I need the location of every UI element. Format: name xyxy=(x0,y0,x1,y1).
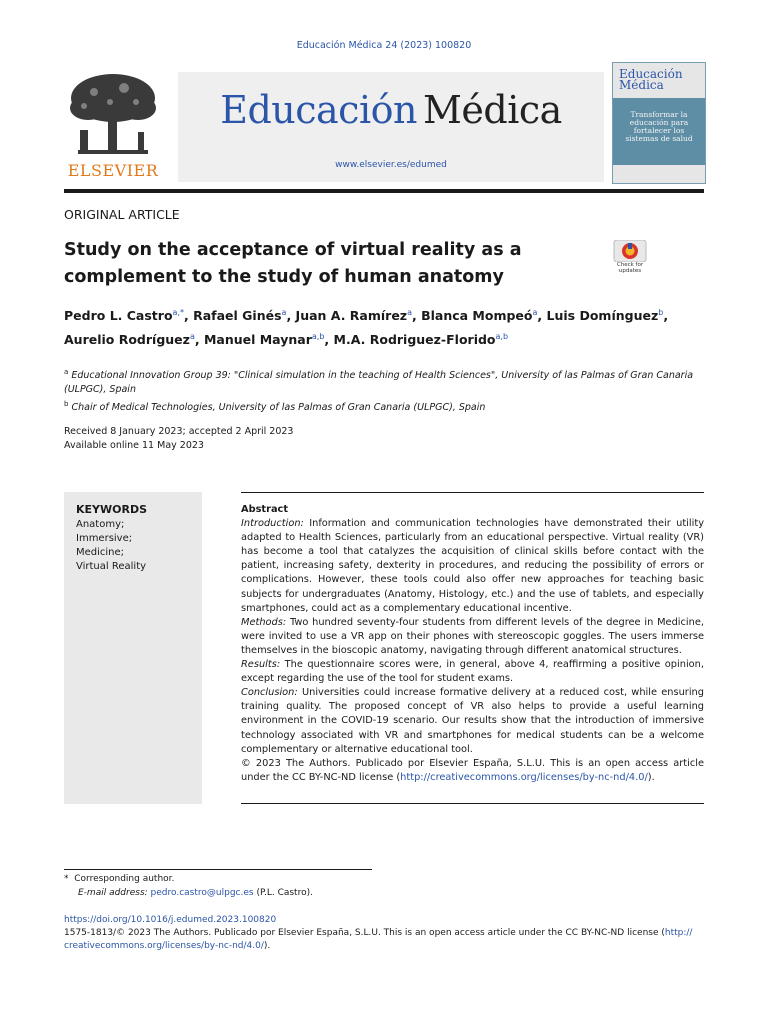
title-band xyxy=(178,72,604,182)
cover-subtitle: Transformar la educación para fortalecer los sistemas de salud xyxy=(625,110,693,143)
author-affiliation-mark[interactable]: a xyxy=(281,308,287,317)
abstract-heading: Abstract xyxy=(241,504,289,515)
author[interactable]: Pedro L. Castro$^{a,*}$ xyxy=(64,308,184,324)
article-title: Study on the acceptance of virtual reality as a complement to the study of human anatomy xyxy=(64,240,522,287)
abstract-top-rule xyxy=(241,492,704,493)
available-online-date: Available online 11 May 2023 xyxy=(64,440,204,451)
author-affiliation-mark[interactable]: b xyxy=(658,308,664,317)
author[interactable]: Rafael Ginés$^a$ xyxy=(193,308,287,324)
check-updates-label: Check for updates xyxy=(616,262,644,274)
journal-cover-thumbnail[interactable] xyxy=(612,62,706,184)
keywords-box xyxy=(64,492,202,804)
footer-license-link-cont[interactable]: creativecommons.org/licenses/by-nc-nd/4.0/ xyxy=(64,941,264,951)
journal-url-link[interactable]: www.elsevier.es/edumed xyxy=(335,160,447,170)
affiliation-b: $^b$ Chair of Medical Technologies, University of las Palmas of Gran Canaria (ULPGC), Spain xyxy=(64,400,486,414)
abstract-copyright: © 2023 The Authors. Publicado por Elsevier España, S.L.U. This is an open access article under the CC BY-NC-ND license (http://creativecommons.org/licenses/by-nc-nd/4.0/). xyxy=(241,757,704,783)
author-list: Pedro L. Castro$^{a,*}$, Rafael Ginés$^a$, Juan A. Ramírez$^a$, Blanca Mompeó$^a$, Luis Domínguez$^b$, Aurelio Rodríguez$^a$, Manuel Maynar$^{a,b}$, M.A. Rodriguez-Florido$^{a,b}$ xyxy=(64,308,669,348)
author[interactable]: Luis Domínguez$^b$ xyxy=(546,308,664,324)
article-type: ORIGINAL ARTICLE xyxy=(64,207,180,222)
author-affiliation-mark[interactable]: a,b xyxy=(495,332,509,342)
author[interactable]: Aurelio Rodríguez$^a$ xyxy=(64,332,195,348)
corresponding-label: Corresponding author. xyxy=(74,874,175,884)
header-divider xyxy=(64,189,704,193)
abstract-results: Results: The questionnaire scores were, in general, above 4, reaffirming a positive opinion, except regarding the use of the tool for student exams. xyxy=(241,659,704,685)
check-for-updates-button[interactable] xyxy=(611,240,649,280)
keyword: Immersive; xyxy=(76,533,133,544)
journal-title-part2: Médica xyxy=(422,88,562,132)
author[interactable]: M.A. Rodriguez-Florido$^{a,b}$ xyxy=(333,332,509,348)
footer-license-link[interactable]: http:// xyxy=(664,928,693,938)
abstract-bottom-rule xyxy=(241,803,704,804)
author-affiliation-mark[interactable]: a xyxy=(189,332,195,342)
footnote-rule xyxy=(64,869,372,870)
doi-link[interactable]: https://doi.org/10.1016/j.edumed.2023.100820 xyxy=(64,915,277,925)
journal-title xyxy=(178,88,604,132)
email-label: E-mail address: xyxy=(78,888,148,898)
check-updates-icon xyxy=(611,240,649,262)
publisher-wordmark: ELSEVIER xyxy=(67,161,159,180)
keyword: Medicine; xyxy=(76,547,125,558)
cover-title: Educación Médica xyxy=(619,67,683,92)
abstract-introduction: Introduction: Information and communication technologies have demonstrated their utility adapted to Health Sciences, particularly from an educational perspective. Virtual reality (VR) has become a tool that catalyzes the acquisition of clinical skills before contact with the patient, increasing safety, dexterity in procedures, and reducing the possibility of errors or complications. However, these tools could also offer new approaches for teaching basic subjects for undergraduates (Anatomy, Histology, etc.) and the use of tablets, and especially smartphones, could act as a complementary educational incentive. xyxy=(241,518,704,614)
author-affiliation-mark[interactable]: a,* xyxy=(172,308,184,317)
affiliation-a: $^a$ Educational Innovation Group 39: "Clinical simulation in the teaching of Health Sciences", University of las Palmas of Gran Canaria (ULPGC), Spain xyxy=(64,368,694,396)
received-accepted-date: Received 8 January 2023; accepted 2 April 2023 xyxy=(64,426,294,437)
license-link[interactable]: http://creativecommons.org/licenses/by-nc-nd/4.0/ xyxy=(400,771,648,783)
author[interactable]: Juan A. Ramírez$^a$ xyxy=(295,308,412,324)
journal-title-part1: Educación xyxy=(220,88,417,132)
author-affiliation-mark[interactable]: a,b xyxy=(311,332,325,342)
article-dates xyxy=(64,425,293,453)
journal-masthead xyxy=(64,62,704,182)
abstract-methods: Methods: Two hundred seventy-four students from different levels of the degree in Medicine, were invited to use a VR app on their phones with stereoscopic goggles. The users immerse themselves in the bioscopic anatomy, navigating through different anatomical structures. xyxy=(241,616,704,656)
author[interactable]: Blanca Mompeó$^a$ xyxy=(421,308,538,324)
keyword: Anatomy; xyxy=(76,519,125,530)
tree-icon xyxy=(64,72,162,158)
email-link[interactable]: pedro.castro@ulpgc.es xyxy=(150,888,254,898)
elsevier-tree-logo xyxy=(64,72,162,180)
keyword: Virtual Reality xyxy=(76,561,147,572)
keywords-list xyxy=(76,518,146,574)
journal-reference-link[interactable]: Educación Médica 24 (2023) 100820 xyxy=(296,40,472,51)
abstract-conclusion: Conclusion: Universities could increase formative delivery at a reduced cost, while ensuring training quality. The proposed concept of VR also helps to provide a useful learning environment in the COVID-19 scenario. Our results show that the introduction of immersive technology associated with VR and smartphones for medical students can be a welcome complementary or alternative educational tool. xyxy=(241,687,704,755)
abstract xyxy=(241,503,704,785)
corresponding-author-footnote: * Corresponding author. E-mail address: pedro.castro@ulpgc.es (P.L. Castro). xyxy=(64,874,313,898)
author[interactable]: Manuel Maynar$^{a,b}$ xyxy=(203,332,325,348)
author-affiliation-mark[interactable]: a xyxy=(407,308,412,317)
cover-footer xyxy=(613,165,705,183)
article-footer xyxy=(64,914,704,953)
issn-license-text: 1575-1813/© 2023 The Authors. Publicado por Elsevier España, S.L.U. This is an open access article under the CC BY-NC-ND license (http:// creativecommons.org/licenses/by-nc-nd/4.0/). xyxy=(64,928,693,951)
keywords-heading: KEYWORDS xyxy=(76,503,148,516)
author-affiliation-mark[interactable]: a xyxy=(532,308,538,317)
footnote-mark: * xyxy=(64,874,69,884)
affiliations xyxy=(64,365,704,415)
